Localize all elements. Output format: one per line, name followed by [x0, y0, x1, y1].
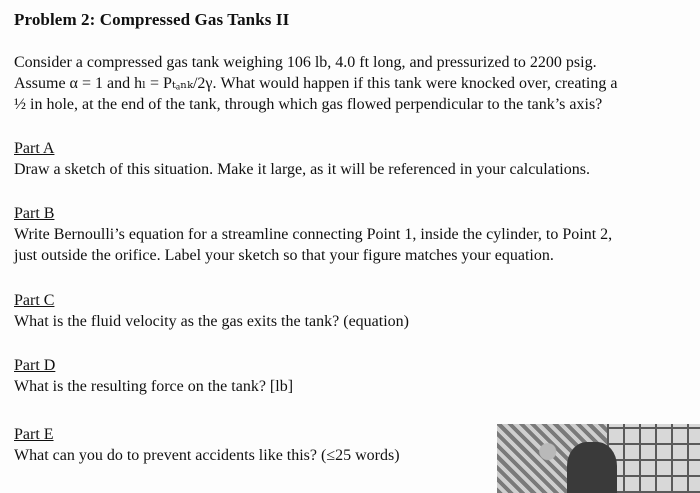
problem-statement	[14, 52, 694, 115]
part-question: What is the resulting force on the tank? [lb]	[14, 378, 294, 395]
part-label: Part B	[14, 205, 55, 222]
photo-thumbnail	[497, 424, 700, 493]
statement-line: Consider a compressed gas tank weighing 106 lb, 4.0 ft long, and pressurized to 2200 psig.	[14, 54, 597, 71]
part-label: Part D	[14, 357, 56, 374]
statement-line: ½ in hole, at the end of the tank, through which gas flowed perpendicular to the tank’s axis?	[14, 96, 603, 113]
statement-line: Assume α = 1 and hₗ = Pₜₐₙₖ/2γ. What would happen if this tank were knocked over, creating a	[14, 75, 618, 92]
part-question: just outside the orifice. Label your sketch so that your figure matches your equation.	[14, 247, 554, 264]
part-d	[14, 355, 293, 397]
part-b	[14, 203, 612, 266]
part-question: What can you do to prevent accidents like this? (≤25 words)	[14, 447, 400, 464]
part-label: Part A	[14, 140, 55, 157]
photo-figure	[567, 442, 617, 493]
part-question: Draw a sketch of this situation. Make it large, as it will be referenced in your calculations.	[14, 161, 590, 178]
part-label: Part E	[14, 426, 54, 443]
part-question: What is the fluid velocity as the gas exits the tank? (equation)	[14, 313, 409, 330]
part-label: Part C	[14, 292, 55, 309]
part-a	[14, 138, 590, 180]
part-question: Write Bernoulli’s equation for a streamline connecting Point 1, inside the cylinder, to Point 2,	[14, 226, 613, 243]
photo-tiles	[607, 424, 700, 493]
part-e	[14, 424, 400, 466]
part-c	[14, 290, 409, 332]
problem-title: Problem 2: Compressed Gas Tanks II	[14, 10, 290, 29]
